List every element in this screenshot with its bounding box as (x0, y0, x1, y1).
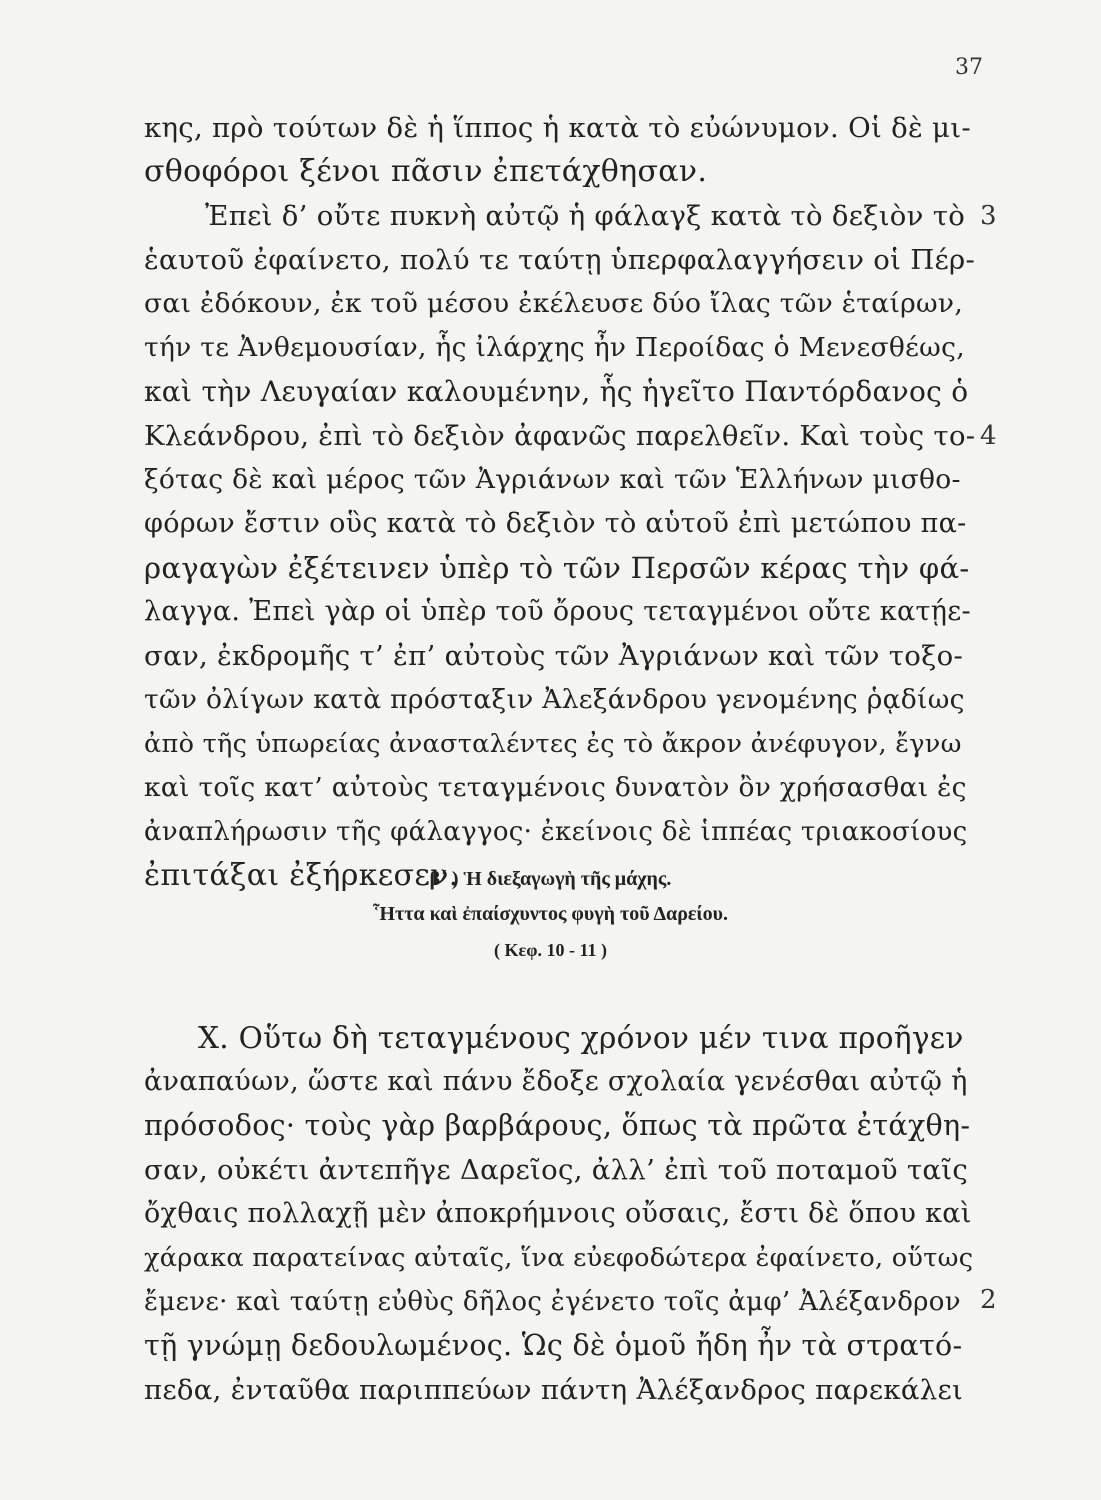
text-line: ἀπὸ τῆς ὑπωρείας ἀνασταλέντες ἐς τὸ ἄκρον ἀνέφυγον, ἔγνω (144, 729, 962, 759)
text-line: σθοφόροι ξένοι πᾶσιν ἐπετάχθησαν. (144, 154, 708, 189)
text-line: ἀναπλήρωσιν τῆς φάλαγγος· ἐκείνοις δὲ ἱππέας τριακοσίους (144, 817, 968, 847)
text-line: τῶν ὀλίγων κατὰ πρόσταξιν Ἀλεξάνδρου γενομένης ῥᾳδίως (144, 684, 965, 715)
text-line: σαι ἐδόκουν, ἐκ τοῦ μέσου ἐκέλευσε δύο ἴλας τῶν ἑταίρων, (144, 288, 964, 319)
text-line: τῇ γνώμῃ δεδουλωμένος. Ὡς δὲ ὁμοῦ ἤδη ἦν τὰ στρατό- (144, 1329, 963, 1362)
section-subheading: Ἧττα καὶ ἐπαίσχυντος φυγὴ τοῦ Δαρείου. (372, 903, 729, 925)
text-line: φόρων ἔστιν οὓς κατὰ τὸ δεξιὸν τὸ αὑτοῦ ἐπὶ μετώπου πα- (144, 508, 967, 539)
text-line: Ἐπεὶ δ’ οὔτε πυκνὴ αὐτῷ ἡ φάλαγξ κατὰ τὸ δεξιὸν τὸ (205, 200, 966, 232)
page-number: 37 (955, 55, 983, 80)
text-line: ἀναπαύων, ὥστε καὶ πάνυ ἔδοξε σχολαία γενέσθαι αὐτῷ ἡ (144, 1066, 968, 1097)
text-line: X. Οὕτω δὴ τεταγμένους χρόνον μέν τινα προῆγεν (198, 1021, 964, 1055)
margin-section-number: 3 (980, 201, 997, 231)
chapter-reference: ( Κεφ. 10 - 11 ) (494, 940, 607, 960)
text-line: ἐπιτάξαι ἐξήρκεσεν. (144, 858, 459, 893)
text-line: ὄχθαις πολλαχῇ μὲν ἀποκρήμνοις οὔσαις, ἔστι δὲ ὅπου καὶ (144, 1198, 972, 1229)
section-heading: β΄ ) Ἡ διεξαγωγὴ τῆς μάχης. (429, 868, 672, 890)
text-line: Κλεάνδρου, ἐπὶ τὸ δεξιὸν ἀφανῶς παρελθεῖν. Καὶ τοὺς το- (144, 420, 976, 452)
text-line: ἑαυτοῦ ἐφαίνετο, πολύ τε ταύτῃ ὑπερφαλαγγήσειν οἱ Πέρ- (144, 244, 976, 276)
margin-section-number: 4 (980, 421, 997, 451)
text-line: χάρακα παρατείνας αὐταῖς, ἵνα εὐεφοδώτερα ἐφαίνετο, οὕτως (144, 1243, 974, 1273)
text-line: ξότας δὲ καὶ μέρος τῶν Ἀγριάνων καὶ τῶν Ἑλλήνων μισθο- (144, 464, 961, 495)
text-line: τήν τε Ἀνθεμουσίαν, ἧς ἰλάρχης ἦν Περοίδας ὁ Μενεσθέως, (144, 332, 965, 363)
text-line: λαγγα. Ἐπεὶ γὰρ οἱ ὑπὲρ τοῦ ὄρους τεταγμένοι οὔτε κατῄε- (144, 596, 971, 627)
text-line: πεδα, ἐνταῦθα παριππεύων πάντη Ἀλέξανδρος παρεκάλει (144, 1374, 964, 1406)
text-line: ἔμενε· καὶ ταύτῃ εὐθὺς δῆλος ἐγένετο τοῖς ἀμφ’ Ἀλέξανδρον (144, 1287, 961, 1317)
text-line: καὶ τοῖς κατ’ αὐτοὺς τεταγμένοις δυνατὸν ὂν χρήσασθαι ἐς (144, 772, 967, 803)
margin-section-number: 2 (980, 1285, 997, 1315)
text-line: σαν, οὐκέτι ἀντεπῆγε Δαρεῖος, ἀλλ’ ἐπὶ τοῦ ποταμοῦ ταῖς (144, 1154, 969, 1186)
text-line: καὶ τὴν Λευγαίαν καλουμένην, ἧς ἡγεῖτο Παντόρδανος ὁ (144, 375, 969, 408)
text-line: πρόσοδος· τοὺς γὰρ βαρβάρους, ὅπως τὰ πρῶτα ἐτάχθη- (144, 1109, 971, 1142)
text-line: ραγαγὼν ἐξέτεινεν ὑπὲρ τὸ τῶν Περσῶν κέρας τὴν φά- (144, 551, 970, 585)
text-line: σαν, ἐκδρομῆς τ’ ἐπ’ αὐτοὺς τῶν Ἀγριάνων καὶ τῶν τοξο- (144, 640, 964, 672)
text-line: κης, πρὸ τούτων δὲ ἡ ἵππος ἡ κατὰ τὸ εὐώνυμον. Οἱ δὲ μι- (144, 112, 971, 144)
